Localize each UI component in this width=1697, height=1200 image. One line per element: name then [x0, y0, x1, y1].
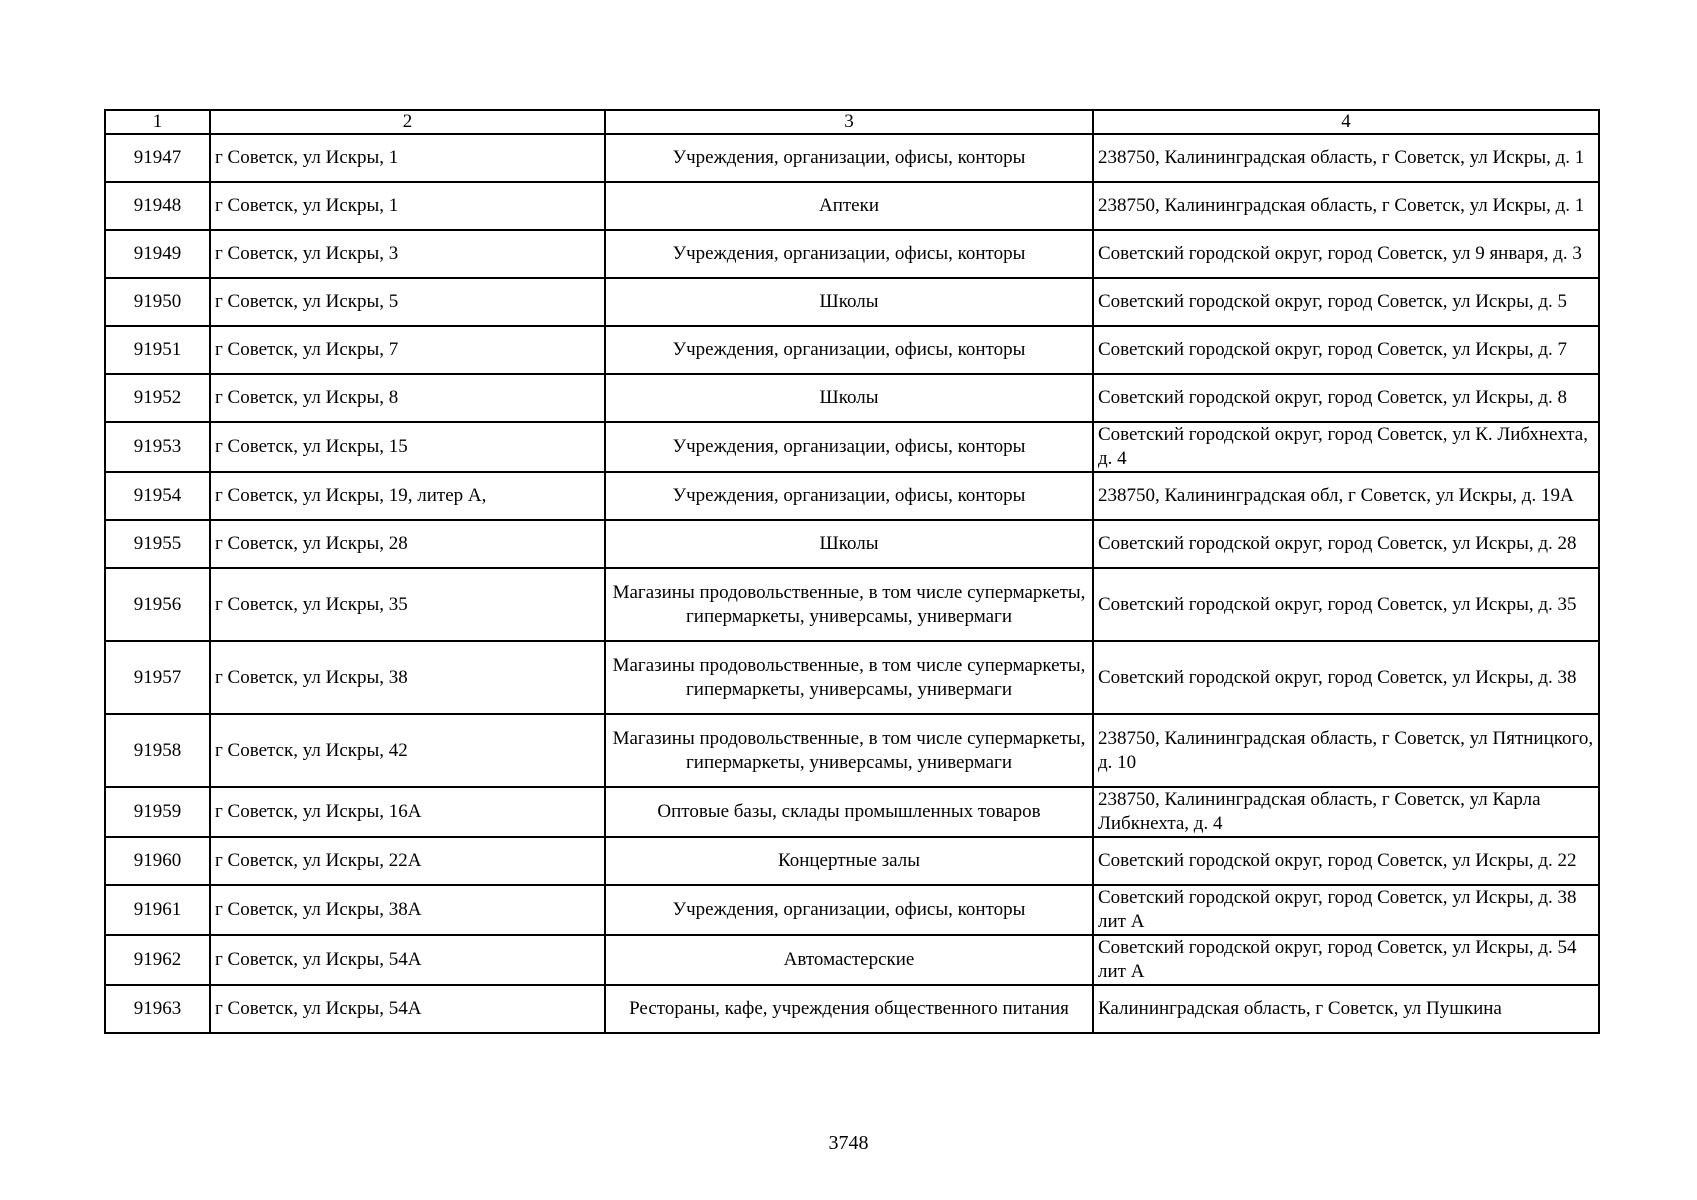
header-cell-1: 1 [105, 110, 210, 134]
row-type-cell: Аптеки [605, 182, 1093, 230]
row-address-cell: г Советск, ул Искры, 35 [210, 568, 605, 641]
table-header-row [105, 110, 1599, 134]
row-type-cell: Учреждения, организации, офисы, конторы [605, 422, 1093, 472]
row-address-cell: г Советск, ул Искры, 28 [210, 520, 605, 568]
table-row [105, 422, 1599, 472]
row-location-cell: Советский городской округ, город Советск, ул Искры, д. 7 [1093, 326, 1599, 374]
table-row [105, 641, 1599, 714]
row-address-cell: г Советск, ул Искры, 22А [210, 837, 605, 885]
table-row [105, 278, 1599, 326]
row-location-cell: Советский городской округ, город Советск, ул Искры, д. 38 лит А [1093, 885, 1599, 935]
table-row [105, 837, 1599, 885]
row-type-cell: Магазины продовольственные, в том числе супермаркеты, гипермаркеты, универсамы, универмаги [605, 568, 1093, 641]
row-location-cell: Советский городской округ, город Советск, ул Искры, д. 54 лит А [1093, 935, 1599, 985]
row-id-cell: 91955 [105, 520, 210, 568]
table-body [105, 110, 1599, 1033]
row-address-cell: г Советск, ул Искры, 15 [210, 422, 605, 472]
table-row [105, 985, 1599, 1033]
row-location-cell: 238750, Калининградская область, г Советск, ул Пятницкого, д. 10 [1093, 714, 1599, 787]
row-id-cell: 91951 [105, 326, 210, 374]
row-type-cell: Рестораны, кафе, учреждения общественного питания [605, 985, 1093, 1033]
row-type-cell: Школы [605, 374, 1093, 422]
header-cell-3: 3 [605, 110, 1093, 134]
table-row [105, 787, 1599, 837]
table-row [105, 472, 1599, 520]
row-id-cell: 91950 [105, 278, 210, 326]
row-type-cell: Оптовые базы, склады промышленных товаров [605, 787, 1093, 837]
row-type-cell: Учреждения, организации, офисы, конторы [605, 134, 1093, 182]
table-row [105, 230, 1599, 278]
table-row [105, 182, 1599, 230]
row-address-cell: г Советск, ул Искры, 8 [210, 374, 605, 422]
row-id-cell: 91959 [105, 787, 210, 837]
table-row [105, 885, 1599, 935]
row-id-cell: 91954 [105, 472, 210, 520]
row-address-cell: г Советск, ул Искры, 5 [210, 278, 605, 326]
row-address-cell: г Советск, ул Искры, 1 [210, 182, 605, 230]
row-id-cell: 91953 [105, 422, 210, 472]
row-type-cell: Школы [605, 278, 1093, 326]
row-location-cell: Советский городской округ, город Советск, ул Искры, д. 35 [1093, 568, 1599, 641]
row-address-cell: г Советск, ул Искры, 42 [210, 714, 605, 787]
row-id-cell: 91960 [105, 837, 210, 885]
row-id-cell: 91949 [105, 230, 210, 278]
row-location-cell: Советский городской округ, город Советск, ул Искры, д. 8 [1093, 374, 1599, 422]
row-type-cell: Учреждения, организации, офисы, конторы [605, 326, 1093, 374]
address-table [104, 109, 1600, 1034]
row-location-cell: Советский городской округ, город Советск, ул Искры, д. 22 [1093, 837, 1599, 885]
row-address-cell: г Советск, ул Искры, 7 [210, 326, 605, 374]
row-type-cell: Магазины продовольственные, в том числе супермаркеты, гипермаркеты, универсамы, универмаги [605, 714, 1093, 787]
table-row [105, 520, 1599, 568]
row-id-cell: 91963 [105, 985, 210, 1033]
row-address-cell: г Советск, ул Искры, 16А [210, 787, 605, 837]
row-type-cell: Учреждения, организации, офисы, конторы [605, 230, 1093, 278]
table-row [105, 568, 1599, 641]
row-id-cell: 91957 [105, 641, 210, 714]
row-address-cell: г Советск, ул Искры, 1 [210, 134, 605, 182]
table-row [105, 134, 1599, 182]
row-location-cell: 238750, Калининградская область, г Советск, ул Искры, д. 1 [1093, 134, 1599, 182]
table-row [105, 935, 1599, 985]
row-address-cell: г Советск, ул Искры, 38А [210, 885, 605, 935]
row-type-cell: Концертные залы [605, 837, 1093, 885]
row-id-cell: 91958 [105, 714, 210, 787]
row-type-cell: Автомастерские [605, 935, 1093, 985]
row-location-cell: Советский городской округ, город Советск, ул Искры, д. 28 [1093, 520, 1599, 568]
row-location-cell: Советский городской округ, город Советск, ул Искры, д. 38 [1093, 641, 1599, 714]
row-address-cell: г Советск, ул Искры, 19, литер А, [210, 472, 605, 520]
row-location-cell: Калининградская область, г Советск, ул Пушкина [1093, 985, 1599, 1033]
row-location-cell: Советский городской округ, город Советск, ул 9 января, д. 3 [1093, 230, 1599, 278]
row-location-cell: 238750, Калининградская обл, г Советск, ул Искры, д. 19А [1093, 472, 1599, 520]
row-id-cell: 91952 [105, 374, 210, 422]
row-location-cell: 238750, Калининградская область, г Советск, ул Искры, д. 1 [1093, 182, 1599, 230]
row-id-cell: 91962 [105, 935, 210, 985]
row-type-cell: Школы [605, 520, 1093, 568]
row-id-cell: 91947 [105, 134, 210, 182]
page-number: 3748 [828, 1132, 869, 1154]
header-cell-4: 4 [1093, 110, 1599, 134]
row-type-cell: Учреждения, организации, офисы, конторы [605, 885, 1093, 935]
row-address-cell: г Советск, ул Искры, 3 [210, 230, 605, 278]
row-type-cell: Учреждения, организации, офисы, конторы [605, 472, 1093, 520]
table-row [105, 714, 1599, 787]
row-type-cell: Магазины продовольственные, в том числе супермаркеты, гипермаркеты, универсамы, универмаги [605, 641, 1093, 714]
row-id-cell: 91948 [105, 182, 210, 230]
row-address-cell: г Советск, ул Искры, 38 [210, 641, 605, 714]
table-row [105, 326, 1599, 374]
header-cell-2: 2 [210, 110, 605, 134]
row-id-cell: 91956 [105, 568, 210, 641]
row-location-cell: Советский городской округ, город Советск, ул Искры, д. 5 [1093, 278, 1599, 326]
row-address-cell: г Советск, ул Искры, 54А [210, 935, 605, 985]
row-location-cell: Советский городской округ, город Советск, ул К. Либхнехта, д. 4 [1093, 422, 1599, 472]
row-location-cell: 238750, Калининградская область, г Советск, ул Карла Либкнехта, д. 4 [1093, 787, 1599, 837]
row-address-cell: г Советск, ул Искры, 54А [210, 985, 605, 1033]
row-id-cell: 91961 [105, 885, 210, 935]
table-row [105, 374, 1599, 422]
